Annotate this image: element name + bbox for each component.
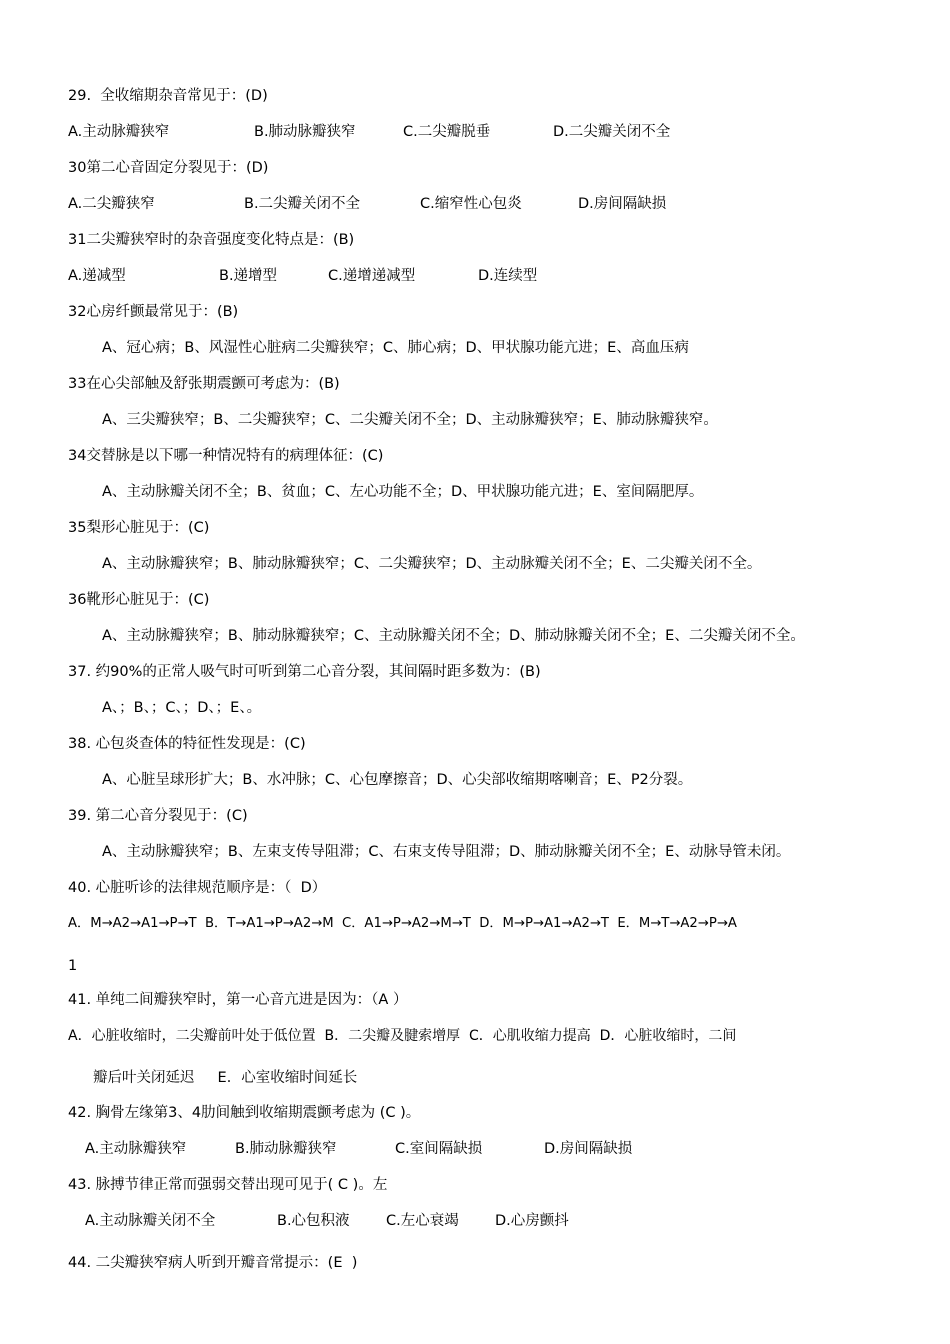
question-30: 30第二心音固定分裂见于：(D) — [68, 160, 269, 176]
options-line: A、主动脉瓣关闭不全；B、贫血；C、左心功能不全；D、甲状腺功能亢进；E、室间隔肥厚。 — [102, 484, 704, 500]
option-d: D.心房颤抖 — [495, 1213, 569, 1229]
option-c: C.二尖瓣脱垂 — [403, 124, 491, 140]
question-36: 36靴形心脏见于：(C) — [68, 592, 210, 608]
options-line: A、三尖瓣狭窄；B、二尖瓣狭窄；C、二尖瓣关闭不全；D、主动脉瓣狭窄；E、肺动脉瓣狭窄。 — [102, 412, 718, 428]
question-38: 38. 心包炎查体的特征性发现是：(C) — [68, 736, 306, 752]
option-a: A.主动脉瓣狭窄 — [68, 124, 170, 140]
option-b: B.肺动脉瓣狭窄 — [235, 1141, 337, 1157]
option-a: A.递减型 — [68, 268, 126, 284]
options-line: A、；B、；C、；D、；E、。 — [102, 700, 262, 716]
option-b: B.心包积液 — [277, 1213, 350, 1229]
question-44: 44. 二尖瓣狭窄病人听到开瓣音常提示：(E ) — [68, 1255, 358, 1271]
question-37: 37. 约90%的正常人吸气时可听到第二心音分裂，其间隔时距多数为：(B) — [68, 664, 541, 680]
option-c: C.递增递减型 — [328, 268, 416, 284]
question-35: 35梨形心脏见于：(C) — [68, 520, 210, 536]
options-line: A、心脏呈球形扩大；B、水冲脉；C、心包摩擦音；D、心尖部收缩期喀喇音；E、P2分裂。 — [102, 772, 693, 788]
options-wrap: 瓣后叶关闭延迟 E．心室收缩时间延长 — [93, 1070, 358, 1086]
option-d: D.房间隔缺损 — [578, 196, 667, 212]
question-43: 43. 脉搏节律正常而强弱交替出现可见于( C )。左 — [68, 1177, 388, 1193]
option-a: A.二尖瓣狭窄 — [68, 196, 155, 212]
question-41: 41. 单纯二间瓣狭窄时，第一心音亢进是因为：（A ） — [68, 992, 408, 1008]
question-34: 34交替脉是以下哪一种情况特有的病理体征：(C) — [68, 448, 384, 464]
option-b: B.肺动脉瓣狭窄 — [254, 124, 356, 140]
option-c: C.室间隔缺损 — [395, 1141, 483, 1157]
options-wrap: 1 — [68, 958, 78, 974]
option-b: B.二尖瓣关闭不全 — [244, 196, 361, 212]
option-c: C.缩窄性心包炎 — [420, 196, 522, 212]
option-a: A.主动脉瓣关闭不全 — [85, 1213, 216, 1229]
options-line: A．M→A2→A1→P→T B．T→A1→P→A2→M C．A1→P→A2→M→T D．M→P→A1→A2→T E．M→T→A2→P→A — [68, 916, 737, 931]
question-32: 32心房纤颤最常见于：(B) — [68, 304, 239, 320]
option-d: D.房间隔缺损 — [544, 1141, 633, 1157]
option-b: B.递增型 — [219, 268, 278, 284]
options-line: A、冠心病；B、风湿性心脏病二尖瓣狭窄；C、肺心病；D、甲状腺功能亢进；E、高血压病 — [102, 340, 689, 356]
options-line: A、主动脉瓣狭窄；B、左束支传导阻滞；C、右束支传导阻滞；D、肺动脉瓣关闭不全；E、动脉导管未闭。 — [102, 844, 791, 860]
question-40: 40. 心脏听诊的法律规范顺序是：（ D） — [68, 880, 327, 896]
question-39: 39. 第二心音分裂见于：(C) — [68, 808, 248, 824]
question-29: 29. 全收缩期杂音常见于：(D) — [68, 88, 268, 104]
option-a: A.主动脉瓣狭窄 — [85, 1141, 187, 1157]
option-d: D.二尖瓣关闭不全 — [553, 124, 671, 140]
question-33: 33在心尖部触及舒张期震颤可考虑为：(B) — [68, 376, 340, 392]
options-line: A．心脏收缩时，二尖瓣前叶处于低位置 B．二尖瓣及腱索增厚 C．心肌收缩力提高 D．心脏收缩时，二间 — [68, 1028, 737, 1044]
question-42: 42. 胸骨左缘第3、4肋间触到收缩期震颤考虑为 (C )。 — [68, 1105, 421, 1121]
options-line: A、主动脉瓣狭窄；B、肺动脉瓣狭窄；C、主动脉瓣关闭不全；D、肺动脉瓣关闭不全；E、二尖瓣关闭不全。 — [102, 628, 805, 644]
option-c: C.左心衰竭 — [386, 1213, 459, 1229]
question-31: 31二尖瓣狭窄时的杂音强度变化特点是：(B) — [68, 232, 355, 248]
option-d: D.连续型 — [478, 268, 538, 284]
options-line: A、主动脉瓣狭窄；B、肺动脉瓣狭窄；C、二尖瓣狭窄；D、主动脉瓣关闭不全；E、二尖瓣关闭不全。 — [102, 556, 762, 572]
